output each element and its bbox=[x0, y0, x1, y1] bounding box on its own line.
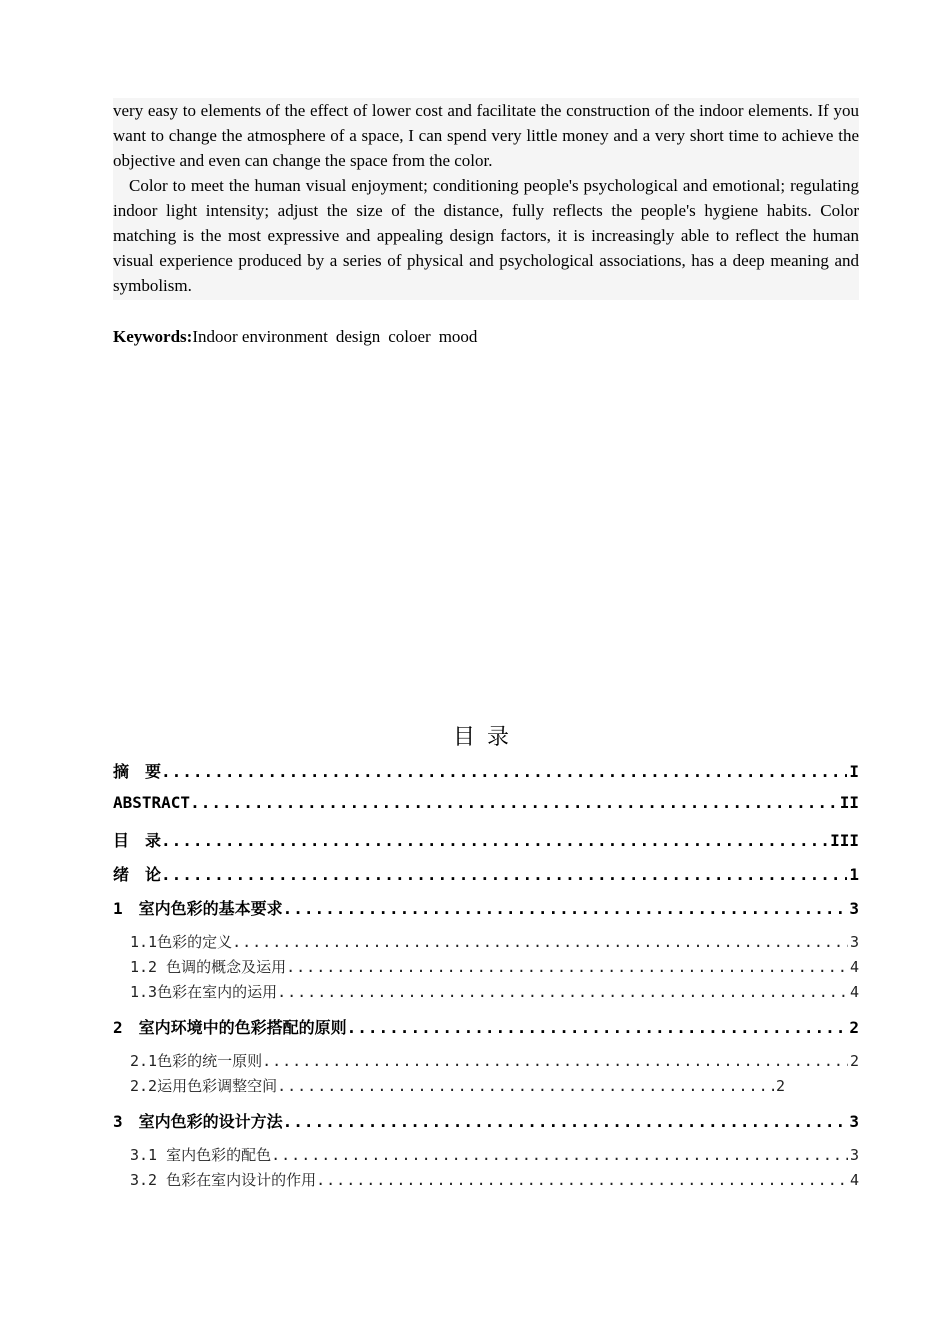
toc-entry-label: 1.1色彩的定义 bbox=[130, 933, 233, 951]
abstract-paragraph-1: very easy to elements of the effect of lower cost and facilitate the construction of the indoor elements. If you want to change the atmosphere of a space, I can spend very little money and a very short time to achieve the objective and even can change the space from the color. bbox=[113, 101, 859, 170]
abstract-body bbox=[113, 98, 859, 300]
toc-entry-label: 绪 论 bbox=[113, 865, 162, 884]
keyword-item: coloer bbox=[388, 327, 431, 346]
toc-leader-dots bbox=[286, 958, 848, 976]
toc-entry-section-2-1[interactable] bbox=[113, 1050, 859, 1072]
keywords-line bbox=[113, 324, 859, 349]
toc-entry-page: 2 bbox=[849, 1018, 859, 1037]
toc-leader-dots bbox=[262, 1052, 848, 1070]
toc-leader-dots bbox=[347, 1018, 848, 1037]
toc-entry-page: 3 bbox=[849, 1146, 859, 1164]
toc-leader-dots bbox=[161, 831, 828, 850]
abstract-paragraph-2: Color to meet the human visual enjoyment; conditioning people's psychological and emotional; regulating indoor light intensity; adjust the size of the distance, fully reflects the people's hygiene habits. Color matching is the most expressive and appealing design factors, it is increasingly able to reflect the human visual experience produced by a series of physical and psychological associations, has a deep meaning and symbolism. bbox=[113, 176, 859, 295]
toc-entry-section-1-3[interactable] bbox=[113, 981, 859, 1003]
toc-entry-page: 2 bbox=[849, 1052, 859, 1070]
toc-entry-section-3-1[interactable] bbox=[113, 1144, 859, 1166]
toc-entry-page: 4 bbox=[849, 983, 859, 1001]
toc-entry-chapter-3[interactable] bbox=[113, 1109, 859, 1133]
toc-entry-label: 1.3色彩在室内的运用 bbox=[130, 983, 278, 1001]
toc-entry-page: 4 bbox=[849, 958, 859, 976]
toc-entry-page: 4 bbox=[849, 1171, 859, 1189]
toc-entry-page: 2 bbox=[775, 1077, 785, 1095]
toc-entry-label: 3 室内色彩的设计方法 bbox=[113, 1112, 283, 1131]
toc-title: 目录 bbox=[452, 725, 521, 750]
toc-entry-section-1-2[interactable] bbox=[113, 956, 859, 978]
toc-leader-dots bbox=[271, 1146, 848, 1164]
toc-entry-abstract-cn[interactable] bbox=[113, 759, 859, 783]
toc-leader-dots bbox=[283, 1112, 848, 1131]
toc-leader-dots bbox=[277, 983, 848, 1001]
toc-leader-dots bbox=[161, 865, 847, 884]
toc-entry-page: II bbox=[839, 793, 859, 812]
toc-entry-page: I bbox=[849, 762, 859, 781]
toc-entry-label: 摘 要 bbox=[113, 762, 162, 781]
toc-entry-label: 2.1色彩的统一原则 bbox=[130, 1052, 263, 1070]
toc-entry-label: 2 室内环境中的色彩搭配的原则 bbox=[113, 1018, 347, 1037]
toc-leader-dots bbox=[232, 933, 848, 951]
toc-entry-abstract-en[interactable] bbox=[113, 793, 859, 817]
toc-entry-label: 1.2 色调的概念及运用 bbox=[130, 958, 287, 976]
toc-entry-page: 3 bbox=[849, 899, 859, 918]
toc-entry-chapter-1[interactable] bbox=[113, 896, 859, 920]
toc-entry-page: 3 bbox=[849, 933, 859, 951]
toc-leader-dots bbox=[277, 1077, 774, 1095]
toc-entry-label: 1 室内色彩的基本要求 bbox=[113, 899, 283, 918]
toc-entry-label: 3.1 室内色彩的配色 bbox=[130, 1146, 272, 1164]
toc-entry-section-2-2[interactable] bbox=[113, 1075, 785, 1097]
toc-entry-label: 2.2运用色彩调整空间 bbox=[130, 1077, 278, 1095]
toc-leader-dots bbox=[283, 899, 848, 918]
toc-entry-chapter-2[interactable] bbox=[113, 1015, 859, 1039]
toc-entry-page: 1 bbox=[849, 865, 859, 884]
toc-leader-dots bbox=[161, 762, 847, 781]
toc-leader-dots bbox=[316, 1171, 848, 1189]
toc-entry-page: 3 bbox=[849, 1112, 859, 1131]
keyword-item: Indoor environment bbox=[192, 327, 328, 346]
keywords-label: Keywords: bbox=[113, 327, 193, 346]
toc-entry-label: 目 录 bbox=[113, 831, 162, 850]
toc-entry-label: 3.2 色彩在室内设计的作用 bbox=[130, 1171, 317, 1189]
toc-entry-page: III bbox=[830, 831, 859, 850]
toc-entry-introduction[interactable] bbox=[113, 862, 859, 886]
toc-entry-label: ABSTRACT bbox=[113, 793, 191, 812]
toc-entry-section-1-1[interactable] bbox=[113, 931, 859, 953]
toc-leader-dots bbox=[190, 793, 838, 812]
keyword-item: mood bbox=[438, 327, 478, 346]
toc-entry-section-3-2[interactable] bbox=[113, 1169, 859, 1191]
keyword-item: design bbox=[335, 327, 381, 346]
toc-entry-contents[interactable] bbox=[113, 828, 859, 852]
